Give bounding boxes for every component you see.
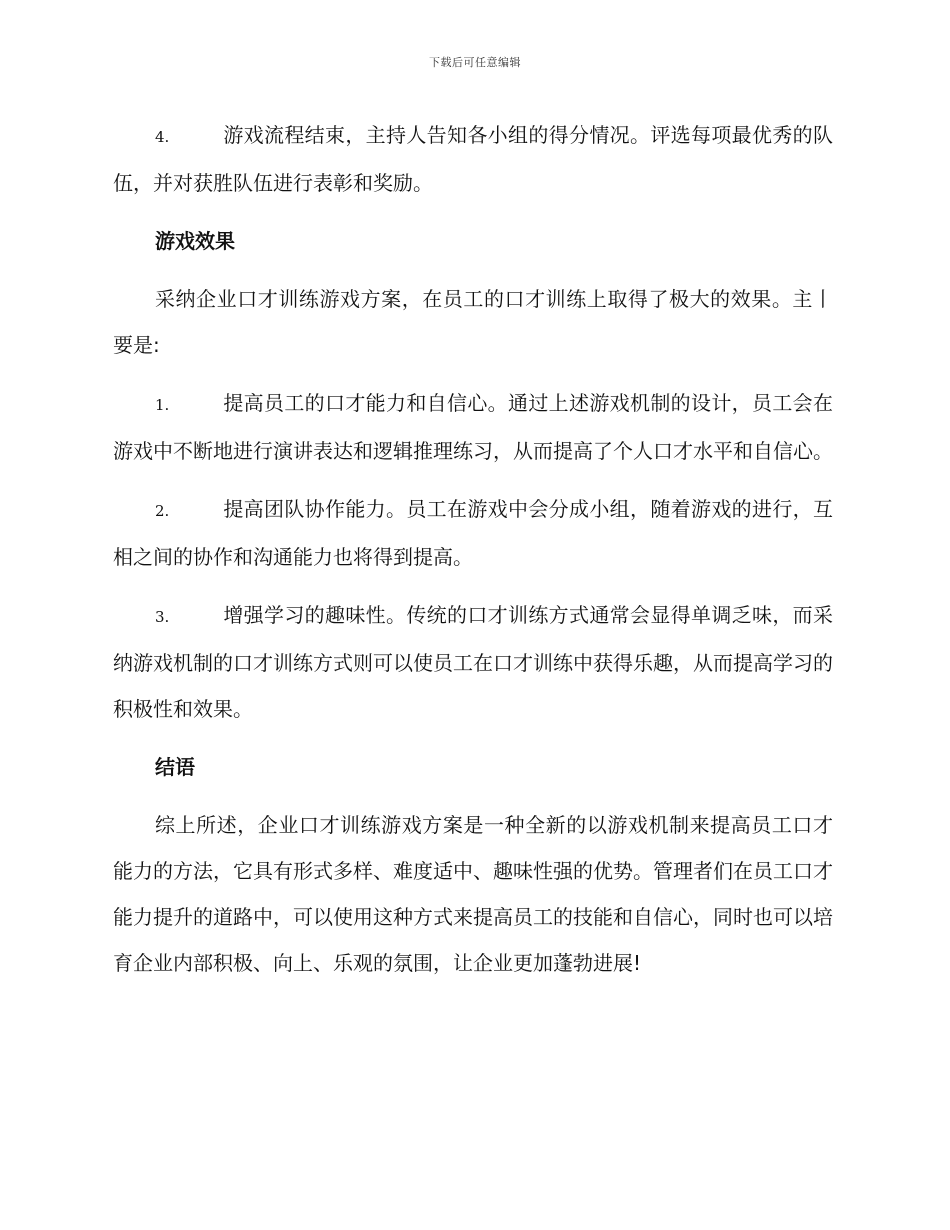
list-item-text: 增强学习的趣味性。传统的口才训练方式通常会显得单调乏味，而采纳游戏机制的口才训练方式则可以使员工在口才训练中获得乐趣，从而提高学习的积极性和效果。 [113, 603, 833, 721]
list-number: 3. [155, 608, 170, 626]
conclusion-paragraph: 综上所述，企业口才训练游戏方案是一种全新的以游戏机制来提高员工口才能力的方法，它具有形式多样、难度适中、趣味性强的优势。管理者们在员工口才能力提升的道路中，可以使用这种方式来提高员工的技能和自信心，同时也可以培育企业内部积极、向上、乐观的氛围，让企业更加蓬勃进展! [113, 813, 833, 975]
list-number: 1. [155, 396, 170, 414]
effect-list-item-3 [113, 592, 833, 732]
header-note: 下载后可任意编辑 [429, 56, 521, 69]
document-body [113, 112, 833, 998]
list-number: 4. [155, 128, 170, 146]
list-number: 2. [155, 502, 170, 520]
section-heading-effect: 游戏效果 [155, 229, 235, 253]
list-item-text: 提高员工的口才能力和自信心。通过上述游戏机制的设计，员工会在游戏中不断地进行演讲表达和逻辑推理练习，从而提高了个人口才水平和自信心。 [113, 391, 833, 463]
list-item-4 [113, 112, 833, 206]
list-item-text: 提高团队协作能力。员工在游戏中会分成小组，随着游戏的进行，互相之间的协作和沟通能力也将得到提高。 [113, 497, 833, 569]
section-heading-conclusion: 结语 [155, 755, 195, 779]
effect-intro-paragraph: 采纳企业口才训练游戏方案，在员工的口才训练上取得了极大的效果。主丨要是: [113, 287, 833, 357]
list-item-text: 游戏流程结束，主持人告知各小组的得分情况。评选每项最优秀的队伍，并对获胜队伍进行表彰和奖励。 [113, 123, 833, 195]
effect-list-item-2 [113, 486, 833, 580]
effect-list-item-1 [113, 380, 833, 474]
